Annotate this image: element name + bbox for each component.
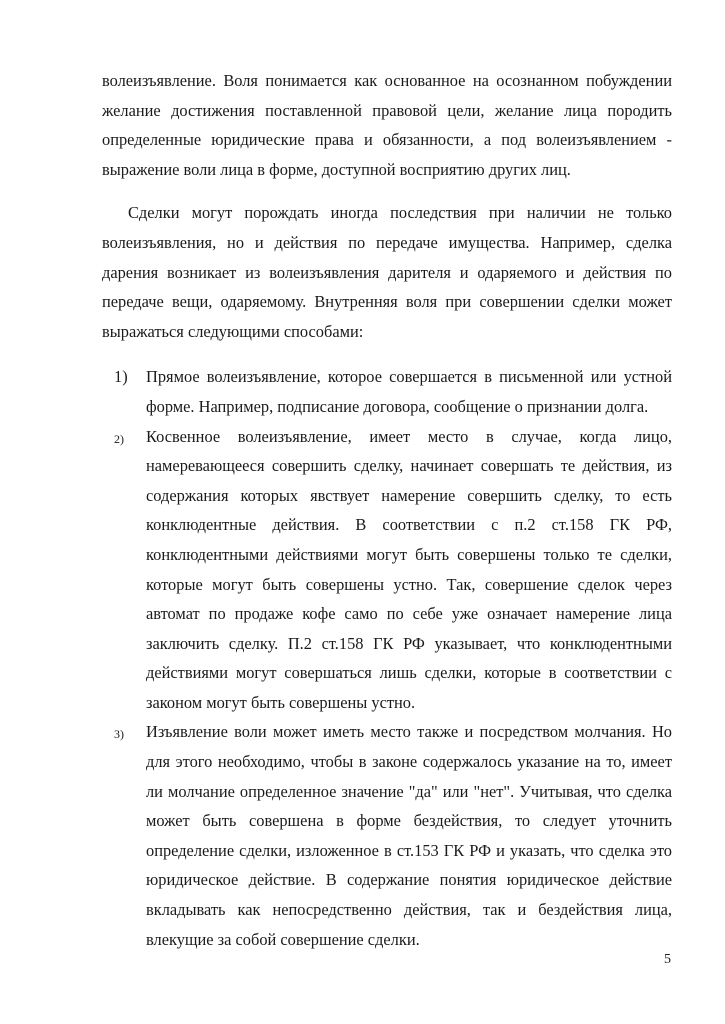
list-item-3 [102, 717, 672, 954]
list-item-1-text: Прямое волеизъявление, которое совершается в письменной или устной форме. Например, подписание договора, сообщение о признании долга. [146, 367, 672, 416]
list-marker-1: 1) [114, 367, 128, 387]
paragraph-1: волеизъявление. Воля понимается как основанное на осознанном побуждении желание достижения поставленной правовой цели, желание лица породить определенные юридические права и обязанности, а под волеизъявлением - выражение воли лица в форме, доступной восприятию других лиц. [102, 71, 672, 179]
list-item-2 [102, 422, 672, 718]
paragraph-2: Сделки могут порождать иногда последствия при наличии не только волеизъявления, но и действия по передаче имущества. Например, сделка дарения возникает из волеизъявления дарителя и одаряемого и действия по передаче вещи, одаряемому. Внутренняя воля при совершении сделки может выражаться следующими способами: [102, 203, 672, 341]
list-item-3-text: Изъявление воли может иметь место также и посредством молчания. Но для этого необходимо, чтобы в законе содержалось указание на то, имеет ли молчание определенное значение "да" или "нет". Учитывая, что сделка может быть совершена в форме бездействия, то следует уточнить определение сделки, изложенное в ст.153 ГК РФ и указать, что сделка это юридическое действие. В содержание понятия юридическое действие вкладывать как непосредственно действия, так и бездействия лица, влекущие за собой совершение сделки. [146, 722, 672, 949]
page-body [102, 66, 672, 954]
list-item-1 [102, 362, 672, 421]
list-marker-2: 2) [114, 431, 124, 446]
methods-list [102, 362, 672, 954]
list-item-2-text: Косвенное волеизъявление, имеет место в случае, когда лицо, намеревающееся совершить сделку, начинает совершать те действия, из содержания которых явствует намерение совершить сделку, то есть конклюдентные действия. В соответствии с п.2 ст.158 ГК РФ, конклюдентными действиями могут быть совершены только те сделки, которые могут быть совершены устно. Так, совершение сделок через автомат по продаже кофе само по себе уже означает намерение лица заключить сделку. П.2 ст.158 ГК РФ указывает, что конклюдентными действиями могут совершаться лишь сделки, которые в соответствии с законом могут быть совершены устно. [146, 426, 672, 712]
paragraph-spacer [102, 184, 672, 198]
paragraph-spacer [102, 346, 672, 362]
page-number: 5 [664, 952, 671, 967]
list-marker-3: 3) [114, 727, 124, 742]
